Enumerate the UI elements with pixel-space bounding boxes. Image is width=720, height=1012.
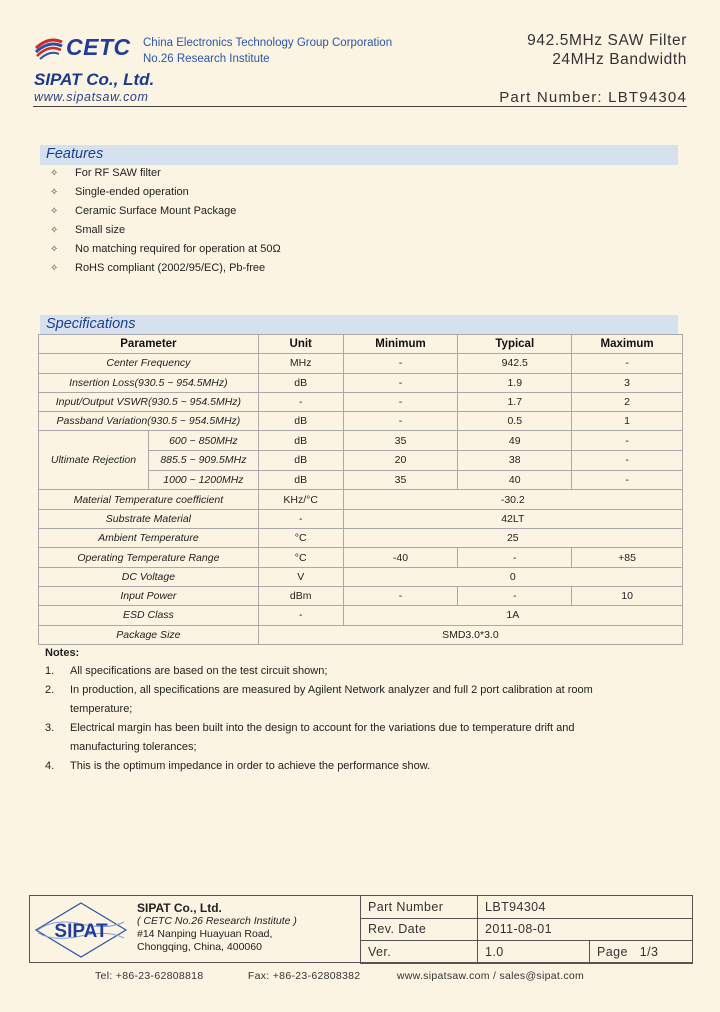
feature-text: No matching required for operation at 50Ω <box>75 243 281 255</box>
cetc-globe-icon <box>34 32 64 60</box>
corporation-line-1: China Electronics Technology Group Corporation <box>143 37 393 49</box>
company-name: SIPAT Co., Ltd. <box>34 70 155 89</box>
value-cell: 42LT <box>343 509 682 528</box>
page-label: Page <box>597 944 628 959</box>
feature-text: Single-ended operation <box>75 186 189 198</box>
footer-contact <box>95 970 584 982</box>
value-cell: SMD3.0*3.0 <box>258 625 682 644</box>
footer-web-email[interactable]: www.sipatsaw.com / sales@sipat.com <box>396 970 585 982</box>
footer-company-info <box>137 902 297 954</box>
rejection-label: Ultimate Rejection <box>39 431 149 489</box>
rev-date-label: Rev. Date <box>361 918 478 941</box>
unit-cell: KHz/°C <box>258 490 343 509</box>
diamond-bullet-icon: ✧ <box>50 168 59 179</box>
unit-cell: dB <box>258 431 343 451</box>
unit-cell: MHz <box>258 354 343 373</box>
typ-cell: 942.5 <box>458 354 572 373</box>
specifications-table <box>38 334 683 645</box>
version-value: 1.0 <box>478 941 590 964</box>
footer-address-2: Chongqing, China, 400060 <box>137 941 262 953</box>
sipat-logo-text: SIPAT <box>54 921 108 942</box>
min-cell: -40 <box>343 548 458 567</box>
param-cell: Material Temperature coefficient <box>39 490 259 509</box>
table-row <box>39 548 683 567</box>
table-row <box>39 354 683 373</box>
footer-fax: Fax: +86-23-62808382 <box>247 970 361 982</box>
header-divider <box>33 106 687 107</box>
part-number-heading: Part Number: LBT94304 <box>499 89 687 106</box>
feature-item <box>50 204 281 223</box>
rejection-band-3: 1000 ~ 1200MHz <box>163 474 244 487</box>
notes-section <box>45 647 645 776</box>
value-cell: -30.2 <box>343 490 682 509</box>
cetc-logo-text: CETC <box>66 34 131 60</box>
note-item <box>45 757 645 776</box>
website-link[interactable]: www.sipatsaw.com <box>34 90 149 104</box>
footer-institute: ( CETC No.26 Research Institute ) <box>137 915 297 927</box>
diamond-bullet-icon: ✧ <box>50 263 59 274</box>
max-cell: - <box>572 431 683 451</box>
feature-item <box>50 185 281 204</box>
specifications-title: Specifications <box>46 316 136 332</box>
unit-cell: °C <box>258 548 343 567</box>
max-cell: - <box>572 354 683 373</box>
param-cell: Input Power <box>39 586 259 605</box>
param-cell: Ambient Temperature <box>39 529 259 548</box>
typ-cell: - <box>458 586 572 605</box>
sipat-logo <box>34 900 129 960</box>
table-row <box>39 392 683 411</box>
note-text: All specifications are based on the test circuit shown; <box>70 665 328 677</box>
cetc-logo <box>34 30 134 62</box>
part-number-label: Part Number <box>361 896 478 919</box>
unit-cell: - <box>258 392 343 411</box>
min-cell: 35 <box>343 431 458 451</box>
unit-cell: - <box>258 606 343 625</box>
unit-cell: dBm <box>258 586 343 605</box>
rejection-param-cell <box>39 431 259 490</box>
feature-item <box>50 242 281 261</box>
unit-cell: - <box>258 509 343 528</box>
unit-cell: °C <box>258 529 343 548</box>
unit-cell: dB <box>258 412 343 431</box>
feature-text: Ceramic Surface Mount Package <box>75 205 237 217</box>
value-cell: 25 <box>343 529 682 548</box>
min-cell: - <box>343 354 458 373</box>
feature-item <box>50 223 281 242</box>
max-cell: 3 <box>572 373 683 392</box>
rejection-band-1: 600 ~ 850MHz <box>149 431 258 451</box>
max-cell: 1 <box>572 412 683 431</box>
features-title: Features <box>46 146 104 162</box>
min-cell: 35 <box>343 470 458 490</box>
feature-text: For RF SAW filter <box>75 167 161 179</box>
table-row <box>39 490 683 509</box>
table-row <box>39 431 683 451</box>
typ-cell: 1.9 <box>458 373 572 392</box>
unit-cell: V <box>258 567 343 586</box>
note-item <box>45 681 645 719</box>
table-row <box>39 567 683 586</box>
max-cell: - <box>572 451 683 471</box>
param-cell: Operating Temperature Range <box>39 548 259 567</box>
max-cell: - <box>572 470 683 490</box>
max-cell: +85 <box>572 548 683 567</box>
table-header-row <box>39 335 683 354</box>
table-row <box>361 941 693 964</box>
max-cell: 2 <box>572 392 683 411</box>
param-cell: Passband Variation(930.5 ~ 954.5MHz) <box>39 412 259 431</box>
features-section-header <box>40 145 678 165</box>
feature-text: RoHS compliant (2002/95/EC), Pb-free <box>75 262 266 274</box>
min-cell: - <box>343 392 458 411</box>
note-number: 4. <box>45 760 55 772</box>
document-info-table <box>360 895 693 964</box>
value-cell: 0 <box>343 567 682 586</box>
header-minimum: Minimum <box>343 335 458 354</box>
table-row <box>361 896 693 919</box>
note-number: 3. <box>45 722 55 734</box>
rev-date-value: 2011-08-01 <box>478 918 693 941</box>
typ-cell: 40 <box>458 470 572 490</box>
footer-telephone: Tel: +86-23-62808818 <box>95 970 204 982</box>
param-cell: ESD Class <box>39 606 259 625</box>
feature-item <box>50 261 281 280</box>
note-text: Electrical margin has been built into the design to account for the variations due to temperature drift and manufacturing tolerances; <box>70 722 575 753</box>
typ-cell: 49 <box>458 431 572 451</box>
typ-cell: 0.5 <box>458 412 572 431</box>
table-row <box>39 606 683 625</box>
table-row <box>39 509 683 528</box>
table-row <box>361 918 693 941</box>
min-cell: - <box>343 373 458 392</box>
max-cell: 10 <box>572 586 683 605</box>
diamond-bullet-icon: ✧ <box>50 244 59 255</box>
diamond-bullet-icon: ✧ <box>50 225 59 236</box>
page-value: 1/3 <box>639 944 659 959</box>
product-title-line-1: 942.5MHz SAW Filter <box>527 32 687 49</box>
typ-cell: 1.7 <box>458 392 572 411</box>
value-cell: 1A <box>343 606 682 625</box>
header-typical: Typical <box>458 335 572 354</box>
table-row <box>39 625 683 644</box>
note-item <box>45 719 645 757</box>
min-cell: - <box>343 412 458 431</box>
corporation-name <box>143 35 392 67</box>
sipat-logo-icon <box>34 900 129 960</box>
note-number: 2. <box>45 684 55 696</box>
corporation-line-2: No.26 Research Institute <box>143 53 270 65</box>
param-cell: DC Voltage <box>39 567 259 586</box>
header-maximum: Maximum <box>572 335 683 354</box>
rejection-band-2: 885.5 ~ 909.5MHz <box>149 451 258 471</box>
typ-cell: 38 <box>458 451 572 471</box>
param-cell: Substrate Material <box>39 509 259 528</box>
product-title <box>527 31 687 69</box>
header-parameter: Parameter <box>39 335 259 354</box>
product-title-line-2: 24MHz Bandwidth <box>552 51 687 68</box>
header-unit: Unit <box>258 335 343 354</box>
diamond-bullet-icon: ✧ <box>50 206 59 217</box>
param-cell: Insertion Loss(930.5 ~ 954.5MHz) <box>39 373 259 392</box>
min-cell: 20 <box>343 451 458 471</box>
table-row <box>39 529 683 548</box>
table-row <box>39 586 683 605</box>
notes-title: Notes: <box>45 647 80 659</box>
diamond-bullet-icon: ✧ <box>50 187 59 198</box>
param-cell: Package Size <box>39 625 259 644</box>
part-number-value: LBT94304 <box>478 896 693 919</box>
note-text: This is the optimum impedance in order to achieve the performance show. <box>70 760 431 772</box>
min-cell: - <box>343 586 458 605</box>
note-item <box>45 662 645 681</box>
unit-cell: dB <box>258 470 343 490</box>
typ-cell: - <box>458 548 572 567</box>
page-cell <box>590 941 693 964</box>
feature-text: Small size <box>75 224 126 236</box>
version-label: Ver. <box>361 941 478 964</box>
param-cell: Center Frequency <box>39 354 259 373</box>
features-list <box>50 166 281 280</box>
unit-cell: dB <box>258 373 343 392</box>
footer-company-name: SIPAT Co., Ltd. <box>137 901 222 915</box>
param-cell: Input/Output VSWR(930.5 ~ 954.5MHz) <box>39 392 259 411</box>
feature-item <box>50 166 281 185</box>
unit-cell: dB <box>258 451 343 471</box>
note-number: 1. <box>45 665 55 677</box>
specifications-section-header <box>40 315 678 335</box>
table-row <box>39 373 683 392</box>
footer-address-1: #14 Nanping Huayuan Road, <box>137 928 273 940</box>
note-text: In production, all specifications are measured by Agilent Network analyzer and full 2 port calibration at room temperature; <box>70 684 593 715</box>
table-row <box>39 412 683 431</box>
